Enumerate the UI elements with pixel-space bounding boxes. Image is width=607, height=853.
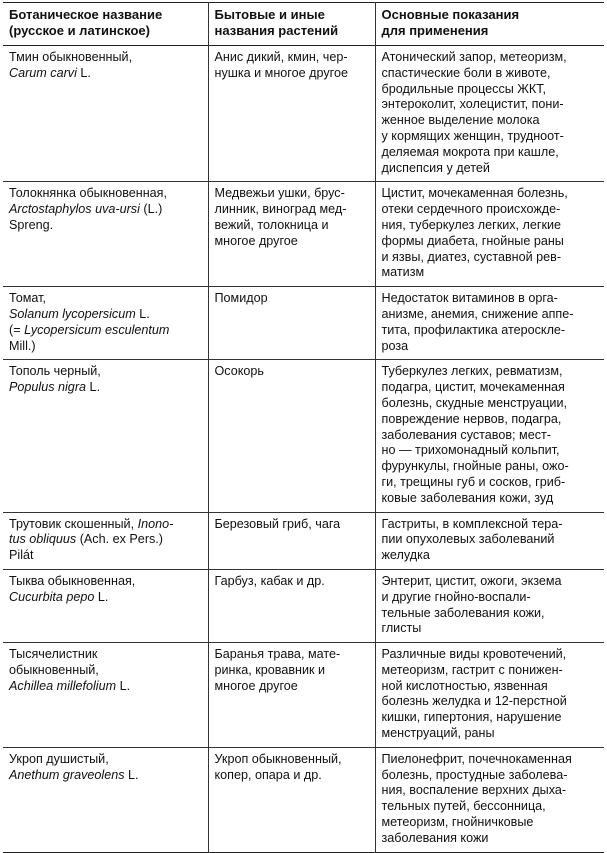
common-name-line: Помидор (214, 291, 268, 306)
indication-line: пии опухолевых заболеваний (381, 532, 555, 547)
latin-name: Populus nigra (9, 380, 87, 395)
table-row (3, 182, 604, 287)
common-name-line: Осокорь (214, 364, 264, 379)
botanical-name-line (9, 323, 204, 339)
name-text: Толокнянка обыкновенная, (9, 186, 167, 201)
common-name-line: линник, виноград мед- (214, 202, 347, 217)
indication-line: тельные заболевания кожи, (381, 605, 545, 620)
table-row (3, 643, 604, 748)
botanical-name-line (9, 647, 204, 663)
indication-line: Недостаток витаминов в орга- (381, 291, 558, 306)
table-row (3, 360, 604, 512)
indication-line: диспепсия у детей (381, 160, 490, 175)
botanical-name-line (9, 364, 204, 380)
latin-name: Achillea millefolium (9, 678, 117, 693)
cell-common-names (208, 512, 375, 569)
name-text: Тыква обыкновенная, (9, 573, 136, 588)
indication-line: роза (381, 338, 409, 353)
botanical-name-line (9, 752, 204, 768)
cell-common-names (208, 569, 375, 642)
common-name-line: ринка, кровавник и (214, 662, 326, 677)
name-text: Трутовик скошенный, (9, 516, 138, 531)
cell-botanical-name (3, 46, 208, 182)
table-body (3, 46, 604, 853)
name-text: (Ach. ex Pers.) (76, 532, 163, 547)
indication-line: Различные виды кровотечений, (381, 647, 567, 662)
table-row (3, 569, 604, 642)
botanical-name-line (9, 663, 204, 679)
botanical-name-line (9, 66, 204, 82)
cell-indications (375, 747, 604, 852)
name-text: Pilát (9, 548, 34, 563)
indication-line: бродильные процессы ЖКТ, (381, 81, 547, 96)
indication-line: Энтерит, цистит, ожоги, экзема (381, 573, 562, 588)
indication-line: Цистит, мочекаменная болезнь, (381, 186, 568, 201)
indication-line: метеоризм, гастрит с понижен- (381, 662, 563, 677)
botanical-name-line (9, 202, 204, 218)
cell-common-names (208, 360, 375, 512)
cell-indications (375, 569, 604, 642)
indication-line: женное выделение молока (381, 113, 540, 128)
name-text: L. (94, 589, 109, 604)
cell-common-names (208, 287, 375, 360)
cell-botanical-name (3, 360, 208, 512)
botanical-name-line (9, 768, 204, 784)
indication-line: тита, профилактика атероскле- (381, 322, 566, 337)
cell-indications (375, 46, 604, 182)
indication-line: повреждение нервов, подагра, (381, 411, 562, 426)
indication-line: деляемая мокрота при кашле, (381, 144, 559, 159)
indication-line: желудка (381, 548, 430, 563)
indication-line: Туберкулез легких, ревматизм, (381, 364, 563, 379)
table-row (3, 46, 604, 182)
header-line: названия растений (214, 23, 339, 38)
indication-line: болезнь желудка и 12-перстной (381, 694, 567, 709)
common-name-line: Баранья трава, мате- (214, 647, 341, 662)
common-name-line: Укроп обыкновенный, (214, 751, 342, 766)
indication-line: метеоризм, гнойничковые (381, 815, 534, 830)
indication-line: анизме, анемия, снижение аппе- (381, 306, 574, 321)
botanical-name-line (9, 679, 204, 695)
medicinal-plants-table (3, 2, 604, 853)
common-name-line: вежий, толокница и (214, 217, 329, 232)
indication-line: Пиелонефрит, почечнокаменная (381, 751, 572, 766)
name-text: L. (86, 380, 101, 395)
botanical-name-line (9, 517, 204, 533)
indication-line: фурункулы, гнойные раны, ожо- (381, 459, 569, 474)
botanical-name-line (9, 574, 204, 590)
name-text: L. (135, 306, 150, 321)
latin-name: Carum carvi (9, 65, 77, 80)
latin-name: tus obliquus (9, 532, 77, 547)
name-text: Тополь черный, (9, 364, 101, 379)
botanical-name-line (9, 50, 204, 66)
header-line: (русское и латинское) (9, 23, 150, 38)
indication-line: матизм (381, 265, 425, 280)
indication-line: и язвы, диатез, суставной рев- (381, 249, 562, 264)
botanical-name-line (9, 186, 204, 202)
common-name-line: Березовый гриб, чага (214, 516, 341, 531)
indication-line: но — трихомонадный кольпит, (381, 443, 560, 458)
indication-line: и другие гнойно-воспали- (381, 589, 531, 604)
header-line: Бытовые и иные (214, 7, 325, 22)
latin-name: Arctostaphylos uva-ursi (9, 202, 140, 217)
indication-line: ги, трещины губ и сосков, гриб- (381, 474, 566, 489)
indication-line: у кормящих женщин, трудноот- (381, 128, 564, 143)
cell-common-names (208, 182, 375, 287)
indication-line: тельных путей, бессонница, (381, 799, 546, 814)
botanical-name-line (9, 291, 204, 307)
indication-line: ния, туберкулез легких, легкие (381, 217, 562, 232)
header-common-names (208, 3, 375, 46)
cell-common-names (208, 747, 375, 852)
cell-indications (375, 182, 604, 287)
name-text: (= (9, 322, 25, 337)
cell-botanical-name (3, 747, 208, 852)
indication-line: кишки, гипертония, нарушение (381, 710, 562, 725)
latin-name: Inono- (137, 516, 174, 531)
indication-line: формы диабета, гнойные раны (381, 233, 564, 248)
botanical-name-line (9, 339, 204, 355)
name-text: L. (116, 678, 131, 693)
indication-line: ной кислотностью, язвенная (381, 678, 548, 693)
indication-line: энтероколит, холецистит, пони- (381, 97, 564, 112)
indication-line: болезнь, простудные заболева- (381, 767, 568, 782)
name-text: Тмин обыкновенный, (9, 50, 133, 64)
indication-line: менструаций, раны (381, 726, 495, 741)
indication-line: спастические боли в животе, (381, 65, 551, 80)
header-line: Основные показания (381, 7, 520, 22)
cell-indications (375, 360, 604, 512)
indication-line: Атонический запор, метеоризм, (381, 50, 567, 64)
botanical-name-line (9, 307, 204, 323)
cell-indications (375, 512, 604, 569)
indication-line: отеки сердечного происхожде- (381, 202, 561, 217)
name-text: L. (124, 767, 139, 782)
cell-botanical-name (3, 643, 208, 748)
cell-indications (375, 643, 604, 748)
name-text: обыкновенный, (9, 662, 99, 677)
cell-botanical-name (3, 512, 208, 569)
common-name-line: многое другое (214, 678, 298, 693)
cell-indications (375, 287, 604, 360)
common-name-line: Медвежьи ушки, брус- (214, 186, 345, 201)
indication-line: Гастриты, в комплексной тера- (381, 516, 563, 531)
common-name-line: Гарбуз, кабак и др. (214, 573, 325, 588)
table-header (3, 3, 604, 46)
indication-line: ния, воспаление верхних дыха- (381, 783, 567, 798)
table-row (3, 287, 604, 360)
indication-line: глисты (381, 621, 422, 636)
common-name-line: нушка и многое другое (214, 65, 348, 80)
cell-botanical-name (3, 287, 208, 360)
name-text: Тысячелистник (9, 647, 98, 662)
header-botanical-name (3, 3, 208, 46)
table-row (3, 512, 604, 569)
header-line: для применения (381, 23, 489, 38)
indication-line: болезнь, скудные менструации, (381, 395, 567, 410)
indication-line: заболевания суставов; мест- (381, 427, 551, 442)
name-text: Spreng. (9, 217, 54, 232)
botanical-name-line (9, 548, 204, 564)
header-row (3, 3, 604, 46)
latin-name: Solanum lycopersicum (9, 306, 136, 321)
name-text: Укроп душистый, (9, 751, 109, 766)
latin-name: Anethum graveolens (9, 767, 125, 782)
cell-botanical-name (3, 182, 208, 287)
botanical-name-line (9, 532, 204, 548)
common-name-line: копер, опара и др. (214, 767, 322, 782)
name-text: L. (76, 65, 91, 80)
latin-name: Cucurbita pepo (9, 589, 95, 604)
common-name-line: Анис дикий, кмин, чер- (214, 50, 348, 64)
header-indications (375, 3, 604, 46)
botanical-name-line (9, 380, 204, 396)
indication-line: заболевания кожи (381, 830, 489, 845)
botanical-name-line (9, 590, 204, 606)
name-text: Томат, (9, 291, 46, 306)
cell-botanical-name (3, 569, 208, 642)
header-line: Ботаническое название (9, 7, 163, 22)
cell-common-names (208, 643, 375, 748)
indication-line: ковые заболевания кожи, зуд (381, 490, 554, 505)
latin-name: Lycopersicum esculentum (24, 322, 170, 337)
botanical-name-line (9, 218, 204, 234)
name-text: Mill.) (9, 338, 36, 353)
cell-common-names (208, 46, 375, 182)
common-name-line: многое другое (214, 233, 298, 248)
name-text: (L.) (139, 202, 163, 217)
indication-line: подагра, цистит, мочекаменная (381, 380, 565, 395)
table-row (3, 747, 604, 852)
